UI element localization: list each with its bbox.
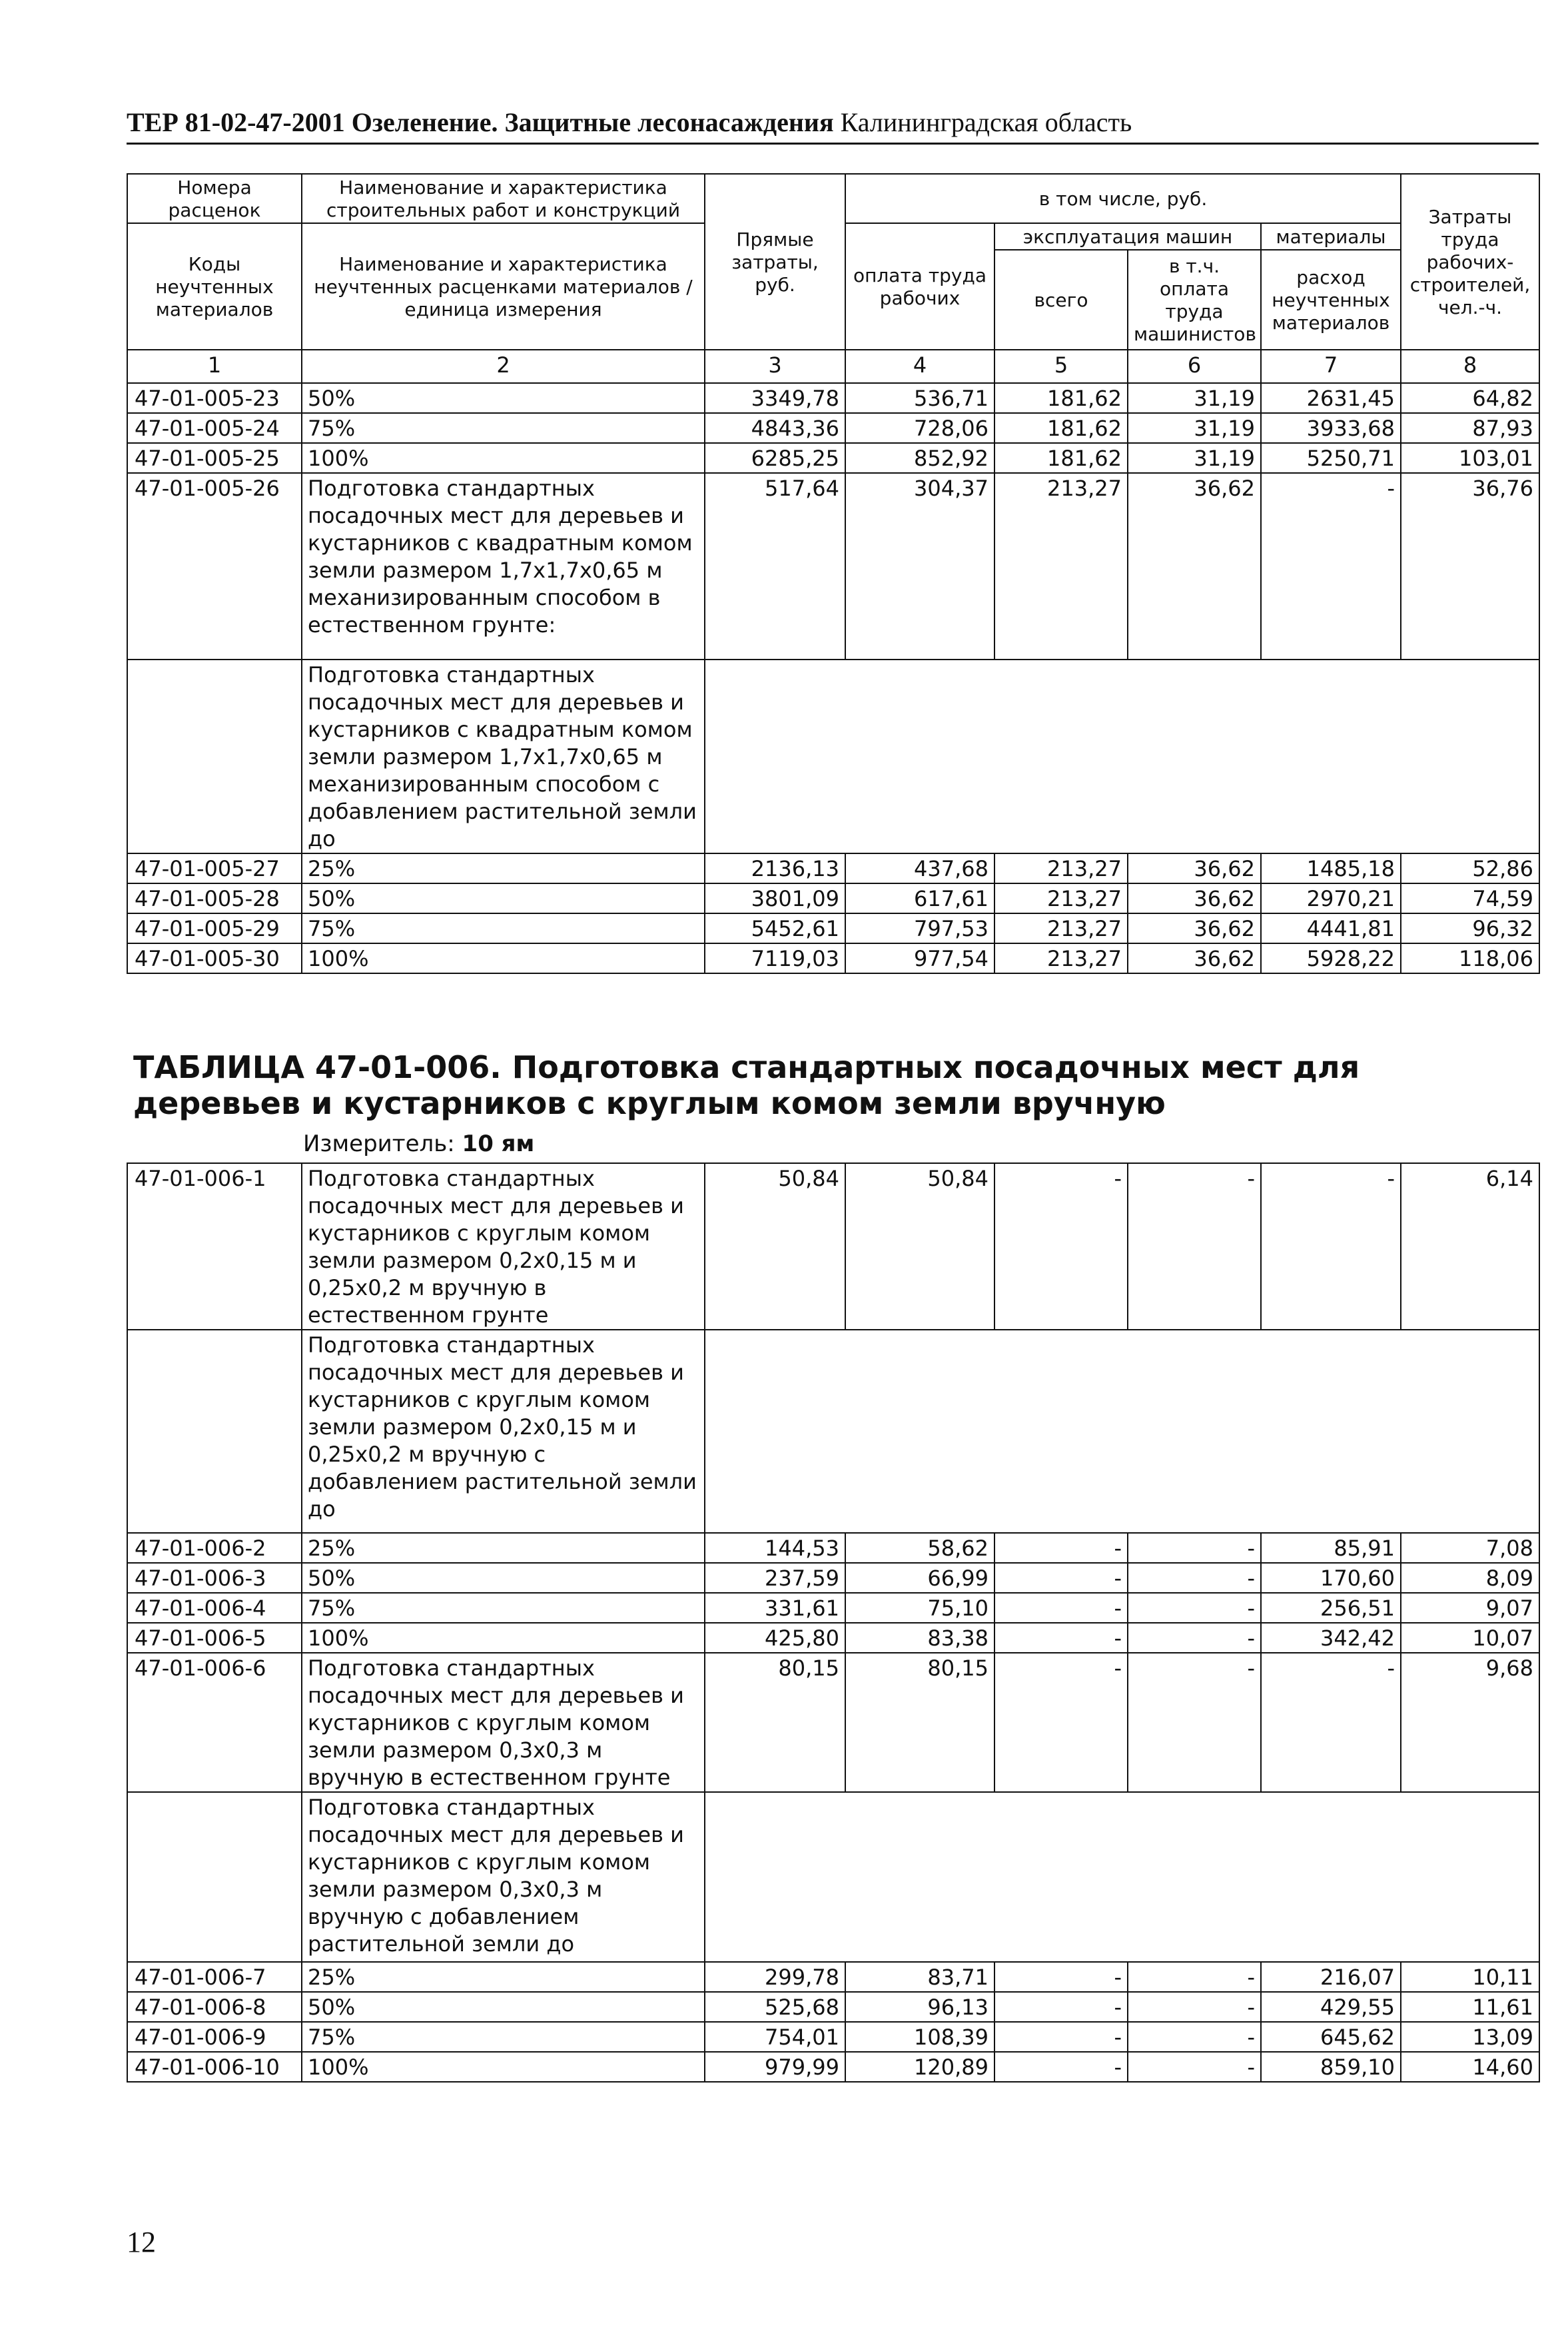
table-row xyxy=(127,2052,1539,2082)
machinists-pay: 31,19 xyxy=(1128,413,1261,443)
rates-table-2 xyxy=(127,1163,1540,2083)
col-number: 2 xyxy=(302,350,705,383)
materials-cost: 5250,71 xyxy=(1261,443,1401,473)
table-row xyxy=(127,1962,1539,1992)
direct-cost: 5452,61 xyxy=(705,913,845,943)
table-row xyxy=(127,913,1539,943)
labor-hours: 9,68 xyxy=(1401,1653,1539,1792)
rate-name: 50% xyxy=(302,1992,705,2022)
materials-cost: 429,55 xyxy=(1261,1992,1401,2022)
rate-code: 47-01-006-7 xyxy=(127,1962,302,1992)
labor-pay: 66,99 xyxy=(845,1563,994,1593)
machines-total: - xyxy=(994,1623,1128,1653)
table-row xyxy=(127,383,1539,413)
table-row xyxy=(127,883,1539,913)
table-row xyxy=(127,443,1539,473)
rate-code: 47-01-005-28 xyxy=(127,883,302,913)
machinists-pay: - xyxy=(1128,2022,1261,2052)
page-number: 12 xyxy=(127,2226,156,2258)
machinists-pay: - xyxy=(1128,1623,1261,1653)
machines-total: - xyxy=(994,1962,1128,1992)
machines-total: - xyxy=(994,1992,1128,2022)
labor-pay: 50,84 xyxy=(845,1163,994,1330)
direct-cost: 979,99 xyxy=(705,2052,845,2082)
rates-table-1 xyxy=(127,173,1540,974)
machinists-pay: 36,62 xyxy=(1128,943,1261,973)
col-number: 6 xyxy=(1128,350,1261,383)
rate-code: 47-01-005-30 xyxy=(127,943,302,973)
rate-name: 25% xyxy=(302,1533,705,1563)
col4-header: оплата труда рабочих xyxy=(845,223,994,350)
direct-cost: 525,68 xyxy=(705,1992,845,2022)
direct-cost: 7119,03 xyxy=(705,943,845,973)
rate-code: 47-01-005-29 xyxy=(127,913,302,943)
machines-total: - xyxy=(994,1533,1128,1563)
machines-total: 181,62 xyxy=(994,413,1128,443)
direct-cost: 517,64 xyxy=(705,473,845,660)
table-row xyxy=(127,1563,1539,1593)
doc-title: Озеленение. Защитные лесонасаждения xyxy=(351,107,834,137)
direct-cost: 4843,36 xyxy=(705,413,845,443)
rate-code: 47-01-005-25 xyxy=(127,443,302,473)
materials-cost: 85,91 xyxy=(1261,1533,1401,1563)
col1-bottom-header: Коды неучтенных материалов xyxy=(127,223,302,350)
materials-cost: 342,42 xyxy=(1261,1623,1401,1653)
machines-total: - xyxy=(994,2022,1128,2052)
col-number: 4 xyxy=(845,350,994,383)
doc-code: ТЕР 81-02-47-2001 xyxy=(127,107,345,137)
rate-name: Подготовка стандартных посадочных мест для деревьев и кустарников с круглым комом земли размером 0,3х0,3 м вручную в естественном грунте xyxy=(302,1653,705,1792)
materials-cost: 256,51 xyxy=(1261,1593,1401,1623)
group-row xyxy=(127,1792,1539,1962)
group-row xyxy=(127,1330,1539,1533)
rate-code: 47-01-006-6 xyxy=(127,1653,302,1792)
table-row xyxy=(127,1653,1539,1792)
materials-cost: 2970,21 xyxy=(1261,883,1401,913)
direct-cost: 50,84 xyxy=(705,1163,845,1330)
labor-pay: 977,54 xyxy=(845,943,994,973)
machinists-pay: 36,62 xyxy=(1128,883,1261,913)
table-row xyxy=(127,2022,1539,2052)
materials-header: материалы xyxy=(1261,223,1401,250)
group-description: Подготовка стандартных посадочных мест для деревьев и кустарников с квадратным комом земли размером 1,7х1,7х0,65 м механизированным способом с добавлением растительной земли до xyxy=(302,660,705,853)
labor-hours: 14,60 xyxy=(1401,2052,1539,2082)
machinists-pay: - xyxy=(1128,1653,1261,1792)
meter xyxy=(303,1131,534,1157)
labor-pay: 75,10 xyxy=(845,1593,994,1623)
labor-hours: 7,08 xyxy=(1401,1533,1539,1563)
labor-pay: 80,15 xyxy=(845,1653,994,1792)
labor-hours: 64,82 xyxy=(1401,383,1539,413)
direct-cost: 754,01 xyxy=(705,2022,845,2052)
col8-header: Затраты труда рабочих-строителей, чел.-ч. xyxy=(1401,174,1539,350)
group-code xyxy=(127,1330,302,1533)
direct-cost: 3801,09 xyxy=(705,883,845,913)
group-description: Подготовка стандартных посадочных мест для деревьев и кустарников с круглым комом земли размером 0,3х0,3 м вручную с добавлением растительной земли до xyxy=(302,1792,705,1962)
machinists-pay: - xyxy=(1128,1593,1261,1623)
col5-header: всего xyxy=(994,250,1128,350)
labor-hours: 11,61 xyxy=(1401,1992,1539,2022)
col-number: 5 xyxy=(994,350,1128,383)
materials-cost: - xyxy=(1261,473,1401,660)
rate-name: 100% xyxy=(302,1623,705,1653)
table-row xyxy=(127,1992,1539,2022)
labor-hours: 87,93 xyxy=(1401,413,1539,443)
materials-cost: 859,10 xyxy=(1261,2052,1401,2082)
labor-hours: 118,06 xyxy=(1401,943,1539,973)
direct-cost: 331,61 xyxy=(705,1593,845,1623)
machinists-pay: 36,62 xyxy=(1128,473,1261,660)
col2-top-header: Наименование и характеристика строительных работ и конструкций xyxy=(302,174,705,223)
rate-code: 47-01-006-9 xyxy=(127,2022,302,2052)
materials-cost: 216,07 xyxy=(1261,1962,1401,1992)
labor-hours: 9,07 xyxy=(1401,1593,1539,1623)
direct-cost: 299,78 xyxy=(705,1962,845,1992)
machines-total: - xyxy=(994,2052,1128,2082)
group-code xyxy=(127,1792,302,1962)
labor-hours: 74,59 xyxy=(1401,883,1539,913)
rate-code: 47-01-006-10 xyxy=(127,2052,302,2082)
rate-name: 100% xyxy=(302,943,705,973)
materials-cost: 5928,22 xyxy=(1261,943,1401,973)
rate-code: 47-01-005-24 xyxy=(127,413,302,443)
col-number: 1 xyxy=(127,350,302,383)
labor-pay: 437,68 xyxy=(845,853,994,883)
col7-header: расход неучтенных материалов xyxy=(1261,250,1401,350)
table-row xyxy=(127,1593,1539,1623)
machinists-pay: - xyxy=(1128,1163,1261,1330)
rate-name: 25% xyxy=(302,1962,705,1992)
rate-name: 100% xyxy=(302,2052,705,2082)
labor-pay: 120,89 xyxy=(845,2052,994,2082)
labor-hours: 8,09 xyxy=(1401,1563,1539,1593)
rate-code: 47-01-006-2 xyxy=(127,1533,302,1563)
rate-code: 47-01-005-23 xyxy=(127,383,302,413)
labor-pay: 797,53 xyxy=(845,913,994,943)
labor-hours: 96,32 xyxy=(1401,913,1539,943)
materials-cost: - xyxy=(1261,1653,1401,1792)
machinists-pay: - xyxy=(1128,1962,1261,1992)
machinists-pay: - xyxy=(1128,2052,1261,2082)
direct-cost: 144,53 xyxy=(705,1533,845,1563)
direct-cost: 6285,25 xyxy=(705,443,845,473)
rate-name: 25% xyxy=(302,853,705,883)
table-row xyxy=(127,1163,1539,1330)
section-title: ТАБЛИЦА 47-01-006. Подготовка стандартных посадочных мест для деревьев и кустарников с круглым комом земли вручную xyxy=(133,1049,1360,1121)
rate-name: 75% xyxy=(302,413,705,443)
labor-hours: 10,07 xyxy=(1401,1623,1539,1653)
machines-total: 213,27 xyxy=(994,883,1128,913)
machinists-pay: 36,62 xyxy=(1128,913,1261,943)
page-header xyxy=(127,107,1539,145)
col1-top-header: Номера расценок xyxy=(127,174,302,223)
rate-code: 47-01-006-5 xyxy=(127,1623,302,1653)
machines-total: - xyxy=(994,1163,1128,1330)
direct-cost: 80,15 xyxy=(705,1653,845,1792)
table-row xyxy=(127,853,1539,883)
labor-hours: 103,01 xyxy=(1401,443,1539,473)
col-number: 3 xyxy=(705,350,845,383)
col2-bottom-header: Наименование и характеристика неучтенных расценками материалов / единица измерения xyxy=(302,223,705,350)
machines-total: - xyxy=(994,1593,1128,1623)
col-number: 7 xyxy=(1261,350,1401,383)
rate-code: 47-01-005-27 xyxy=(127,853,302,883)
direct-cost: 237,59 xyxy=(705,1563,845,1593)
table-row xyxy=(127,1533,1539,1563)
meter-value: 10 ям xyxy=(462,1131,535,1157)
labor-pay: 304,37 xyxy=(845,473,994,660)
rate-name: Подготовка стандартных посадочных мест для деревьев и кустарников с круглым комом земли размером 0,2х0,15 м и 0,25х0,2 м вручную в естественном грунте xyxy=(302,1163,705,1330)
machines-total: 213,27 xyxy=(994,473,1128,660)
group-blank xyxy=(705,660,1539,853)
machinists-pay: - xyxy=(1128,1992,1261,2022)
materials-cost: 4441,81 xyxy=(1261,913,1401,943)
materials-cost: 2631,45 xyxy=(1261,383,1401,413)
materials-cost: 1485,18 xyxy=(1261,853,1401,883)
group-blank xyxy=(705,1792,1539,1962)
meter-label: Измеритель: xyxy=(303,1131,455,1157)
materials-cost: 3933,68 xyxy=(1261,413,1401,443)
group-code xyxy=(127,660,302,853)
group-blank xyxy=(705,1330,1539,1533)
labor-hours: 52,86 xyxy=(1401,853,1539,883)
labor-pay: 58,62 xyxy=(845,1533,994,1563)
labor-hours: 36,76 xyxy=(1401,473,1539,660)
labor-pay: 83,71 xyxy=(845,1962,994,1992)
rate-name: 50% xyxy=(302,883,705,913)
labor-pay: 617,61 xyxy=(845,883,994,913)
doc-region: Калининградская область xyxy=(840,107,1132,137)
incl-header: в том числе, руб. xyxy=(845,174,1401,223)
group-description: Подготовка стандартных посадочных мест для деревьев и кустарников с круглым комом земли размером 0,2х0,15 м и 0,25х0,2 м вручную с добавлением растительной земли до xyxy=(302,1330,705,1533)
machines-total: 181,62 xyxy=(994,443,1128,473)
group-row xyxy=(127,660,1539,853)
machines-total: 213,27 xyxy=(994,943,1128,973)
direct-cost: 2136,13 xyxy=(705,853,845,883)
machinists-pay: - xyxy=(1128,1533,1261,1563)
machines-total: 181,62 xyxy=(994,383,1128,413)
machinists-pay: 31,19 xyxy=(1128,383,1261,413)
labor-pay: 83,38 xyxy=(845,1623,994,1653)
machines-total: 213,27 xyxy=(994,853,1128,883)
labor-hours: 10,11 xyxy=(1401,1962,1539,1992)
table-row xyxy=(127,473,1539,660)
table-row xyxy=(127,943,1539,973)
rate-name: Подготовка стандартных посадочных мест для деревьев и кустарников с квадратным комом земли размером 1,7х1,7х0,65 м механизированным способом в естественном грунте: xyxy=(302,473,705,660)
labor-pay: 852,92 xyxy=(845,443,994,473)
labor-pay: 108,39 xyxy=(845,2022,994,2052)
machines-total: - xyxy=(994,1563,1128,1593)
table-row xyxy=(127,413,1539,443)
col6-header: в т.ч. оплата труда машинистов xyxy=(1128,250,1261,350)
direct-cost: 3349,78 xyxy=(705,383,845,413)
materials-cost: - xyxy=(1261,1163,1401,1330)
rate-name: 50% xyxy=(302,1563,705,1593)
machinists-pay: 31,19 xyxy=(1128,443,1261,473)
materials-cost: 170,60 xyxy=(1261,1563,1401,1593)
table-row xyxy=(127,1623,1539,1653)
rate-name: 75% xyxy=(302,1593,705,1623)
rate-code: 47-01-006-8 xyxy=(127,1992,302,2022)
rate-name: 75% xyxy=(302,2022,705,2052)
machinists-pay: - xyxy=(1128,1563,1261,1593)
materials-cost: 645,62 xyxy=(1261,2022,1401,2052)
machines-total: - xyxy=(994,1653,1128,1792)
rate-code: 47-01-006-4 xyxy=(127,1593,302,1623)
rate-name: 75% xyxy=(302,913,705,943)
labor-pay: 96,13 xyxy=(845,1992,994,2022)
rate-code: 47-01-006-1 xyxy=(127,1163,302,1330)
labor-hours: 13,09 xyxy=(1401,2022,1539,2052)
rate-name: 100% xyxy=(302,443,705,473)
col-number: 8 xyxy=(1401,350,1539,383)
machines-header: эксплуатация машин xyxy=(994,223,1261,250)
col3-header: Прямые затраты, руб. xyxy=(705,174,845,350)
direct-cost: 425,80 xyxy=(705,1623,845,1653)
rate-name: 50% xyxy=(302,383,705,413)
labor-pay: 536,71 xyxy=(845,383,994,413)
machinists-pay: 36,62 xyxy=(1128,853,1261,883)
labor-pay: 728,06 xyxy=(845,413,994,443)
rate-code: 47-01-005-26 xyxy=(127,473,302,660)
labor-hours: 6,14 xyxy=(1401,1163,1539,1330)
machines-total: 213,27 xyxy=(994,913,1128,943)
rate-code: 47-01-006-3 xyxy=(127,1563,302,1593)
